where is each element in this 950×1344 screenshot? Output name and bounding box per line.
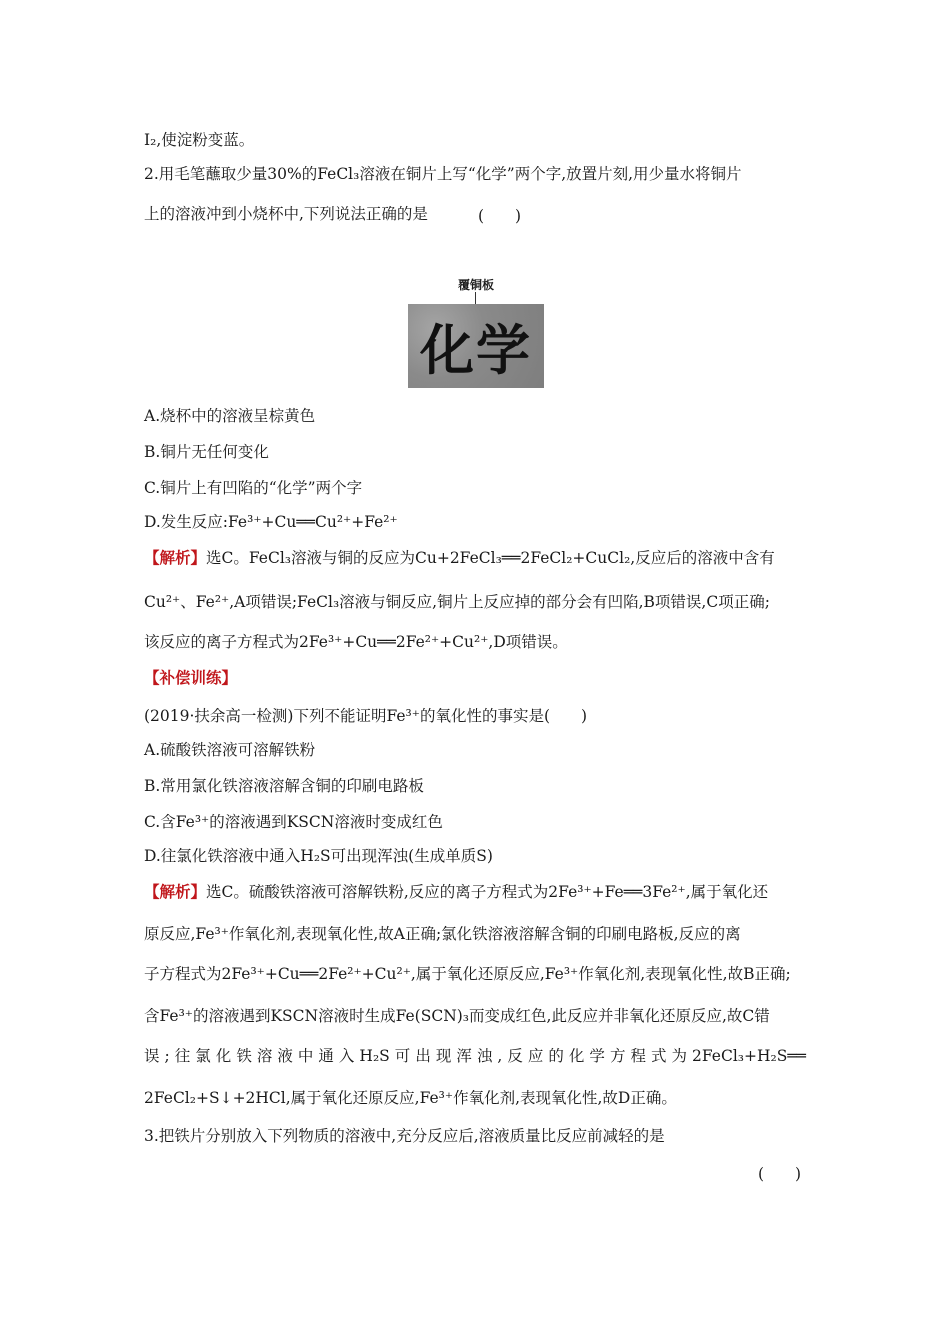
question-2-answer-blank: ( ) — [478, 207, 522, 225]
question-3-line-1: 3.把铁片分别放入下列物质的溶液中,充分反应后,溶液质量比反应前减轻的是 — [144, 1127, 665, 1145]
figure-pointer-line — [475, 292, 476, 304]
figure-handwritten-text: 化学 — [420, 317, 532, 382]
supplement-analysis-line-5: 误;往氯化铁溶液中通入H₂S可出现浑浊,反应的化学方程式为2FeCl₃+H₂S══ — [144, 1047, 806, 1065]
supplement-question: (2019·扶余高一检测)下列不能证明Fe³⁺的氧化性的事实是( ) — [144, 707, 588, 725]
analysis-text: 选C。硫酸铁溶液可溶解铁粉,反应的离子方程式为2Fe³⁺+Fe══3Fe²⁺,属于氧化还 — [206, 883, 769, 901]
supplement-option-a: A.硫酸铁溶液可溶解铁粉 — [144, 741, 316, 759]
question-2-option-b: B.铜片无任何变化 — [144, 443, 269, 461]
figure-label: 覆铜板 — [457, 278, 494, 292]
supplement-analysis-line-4: 含Fe³⁺的溶液遇到KSCN溶液时生成Fe(SCN)₃而变成红色,此反应并非氧化还原反应,故C错 — [144, 1007, 770, 1025]
intro-line: I₂,使淀粉变蓝。 — [144, 131, 255, 149]
question-2-line-1: 2.用毛笔蘸取少量30%的FeCl₃溶液在铜片上写“化学”两个字,放置片刻,用少量水将铜片 — [144, 165, 742, 183]
copper-plate-image — [408, 304, 544, 388]
analysis-tag: 【解析】 — [144, 882, 207, 901]
question-2-analysis-line-3: 该反应的离子方程式为2Fe³⁺+Cu══2Fe²⁺+Cu²⁺,D项错误。 — [144, 633, 568, 651]
supplement-analysis-line-6: 2FeCl₂+S↓+2HCl,属于氧化还原反应,Fe³⁺作氧化剂,表现氧化性,故D正确。 — [144, 1089, 677, 1107]
question-2-option-c: C.铜片上有凹陷的“化学”两个字 — [144, 479, 363, 497]
question-2-analysis-line-2: Cu²⁺、Fe²⁺,A项错误;FeCl₃溶液与铜反应,铜片上反应掉的部分会有凹陷,B项错误,C项正确; — [144, 593, 770, 611]
supplement-analysis-line-1 — [144, 882, 768, 902]
analysis-tag: 【解析】 — [144, 548, 207, 567]
question-2-option-d: D.发生反应:Fe³⁺+Cu══Cu²⁺+Fe²⁺ — [144, 513, 398, 531]
copper-plate-figure — [408, 276, 544, 388]
question-3-answer-blank: ( ) — [758, 1165, 802, 1183]
analysis-text: 选C。FeCl₃溶液与铜的反应为Cu+2FeCl₃══2FeCl₂+CuCl₂,反应后的溶液中含有 — [206, 549, 775, 567]
question-2-line-2: 上的溶液冲到小烧杯中,下列说法正确的是 — [144, 205, 428, 223]
question-2-analysis-line-1 — [144, 548, 775, 568]
supplement-analysis-line-2: 原反应,Fe³⁺作氧化剂,表现氧化性,故A正确;氯化铁溶液溶解含铜的印刷电路板,反应的离 — [144, 925, 741, 943]
supplement-analysis-line-3: 子方程式为2Fe³⁺+Cu══2Fe²⁺+Cu²⁺,属于氧化还原反应,Fe³⁺作氧化剂,表现氧化性,故B正确; — [144, 965, 791, 983]
question-2-option-a: A.烧杯中的溶液呈棕黄色 — [144, 407, 316, 425]
supplement-option-b: B.常用氯化铁溶液溶解含铜的印刷电路板 — [144, 777, 424, 795]
supplement-option-d: D.往氯化铁溶液中通入H₂S可出现浑浊(生成单质S) — [144, 847, 493, 865]
supplement-heading: 【补偿训练】 — [144, 668, 238, 687]
supplement-option-c: C.含Fe³⁺的溶液遇到KSCN溶液时变成红色 — [144, 813, 443, 831]
